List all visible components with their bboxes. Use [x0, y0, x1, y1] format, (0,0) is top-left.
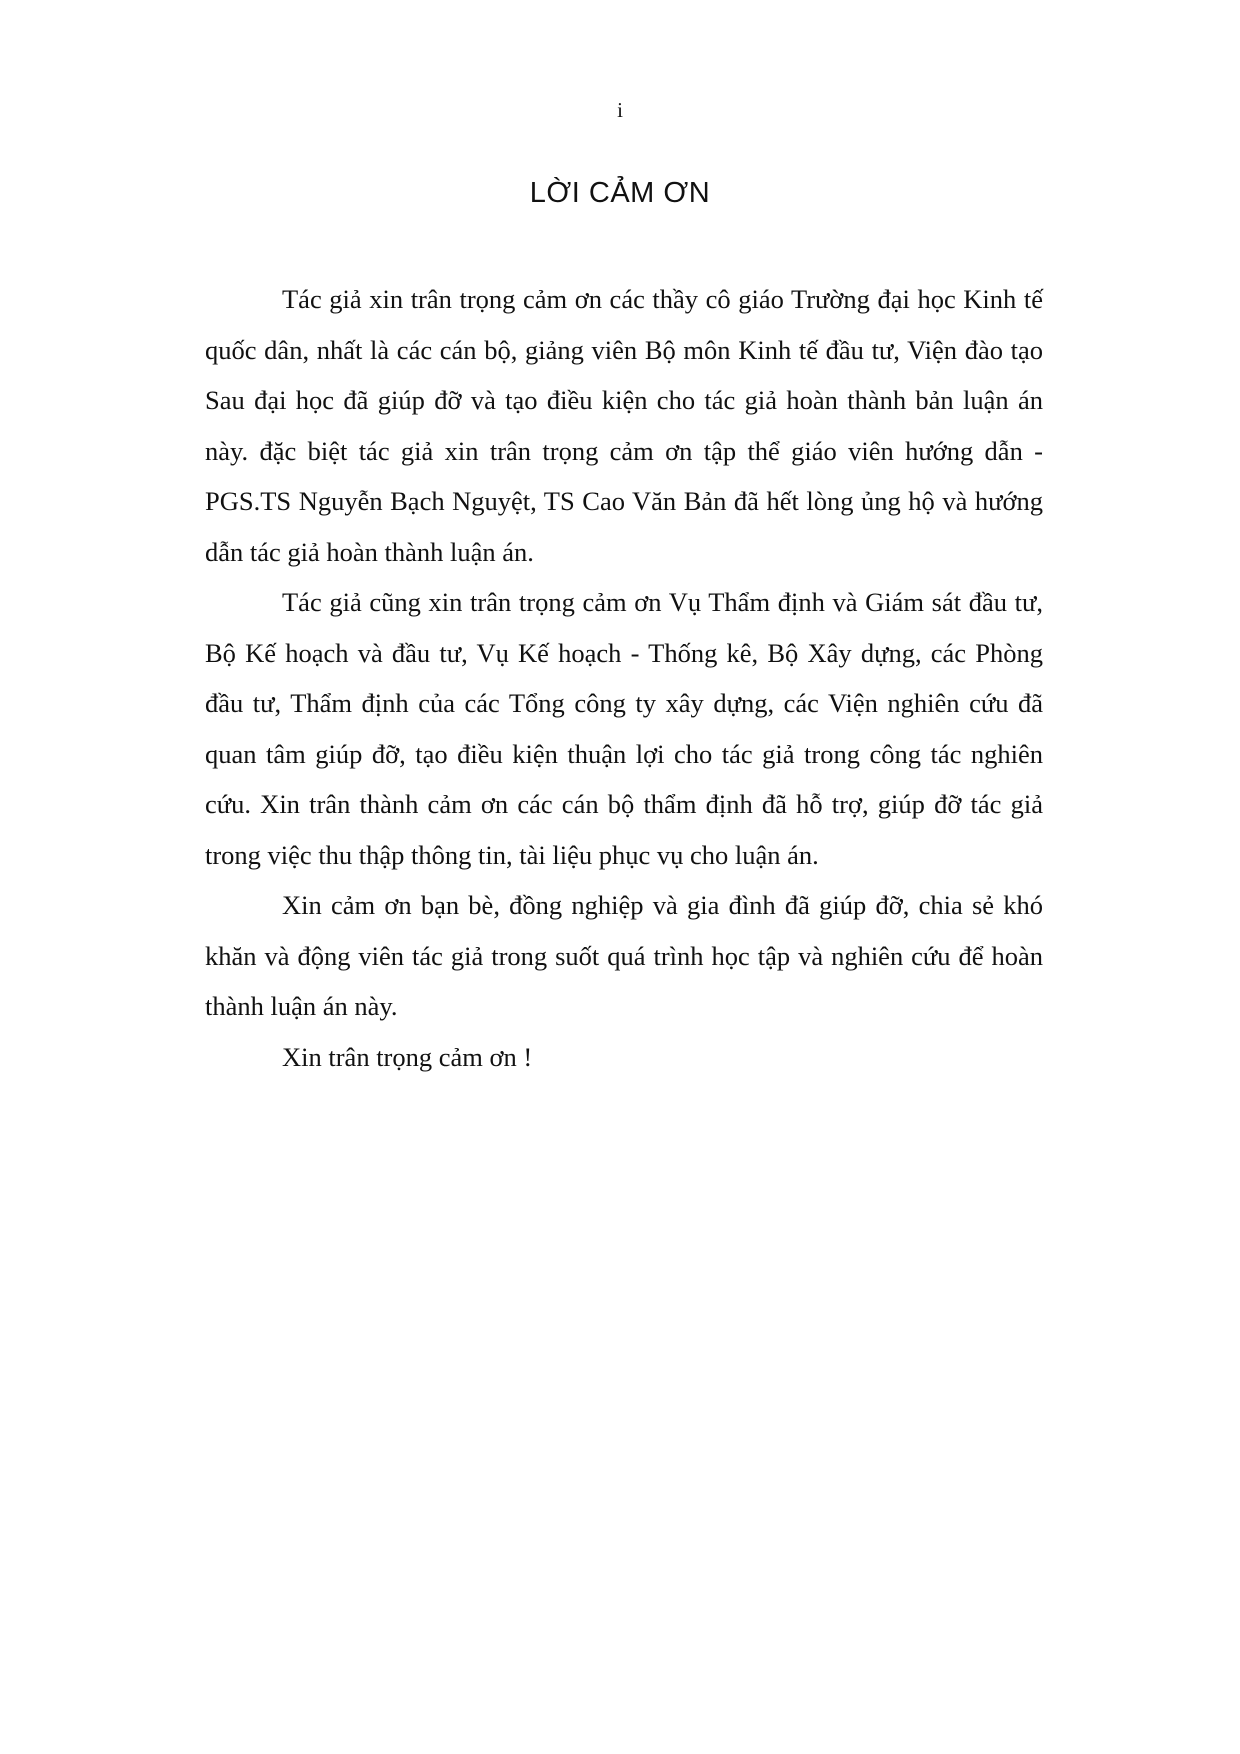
closing-line: Xin trân trọng cảm ơn !: [282, 1041, 533, 1072]
paragraph: Tác giả cũng xin trân trọng cảm ơn Vụ Thẩm định và Giám sát đầu tư, Bộ Kế hoạch và đầu tư, Vụ Kế hoạch - Thống kê, Bộ Xây dựng, các Phòng đầu tư, Thẩm định của các Tổng công ty xây dựng, các Viện nghiên cứu đã quan tâm giúp đỡ, tạo điều kiện thuận lợi cho tác giả trong công tác nghiên cứu. Xin trân thành cảm ơn các cán bộ thẩm định đã hỗ trợ, giúp đỡ tác giả trong việc thu thập thông tin, tài liệu phục vụ cho luận án.: [205, 587, 1043, 870]
paragraph: Xin cảm ơn bạn bè, đồng nghiệp và gia đình đã giúp đỡ, chia sẻ khó khăn và động viên tác giả trong suốt quá trình học tập và nghiên cứu để hoàn thành luận án này.: [205, 890, 1043, 1021]
page-title: LỜI CẢM ƠN: [529, 177, 711, 209]
acknowledgement-body: [205, 274, 1043, 1082]
page-number: i: [617, 98, 623, 122]
paragraph: Tác giả xin trân trọng cảm ơn các thầy cô giáo Trường đại học Kinh tế quốc dân, nhất là các cán bộ, giảng viên Bộ môn Kinh tế đầu tư, Viện đào tạo Sau đại học đã giúp đỡ và tạo điều kiện cho tác giả hoàn thành bản luận án này. đặc biệt tác giả xin trân trọng cảm ơn tập thể giáo viên hướng dẫn - PGS.TS Nguyễn Bạch Nguyệt, TS Cao Văn Bản đã hết lòng ủng hộ và hướng dẫn tác giả hoàn thành luận án.: [205, 284, 1043, 567]
